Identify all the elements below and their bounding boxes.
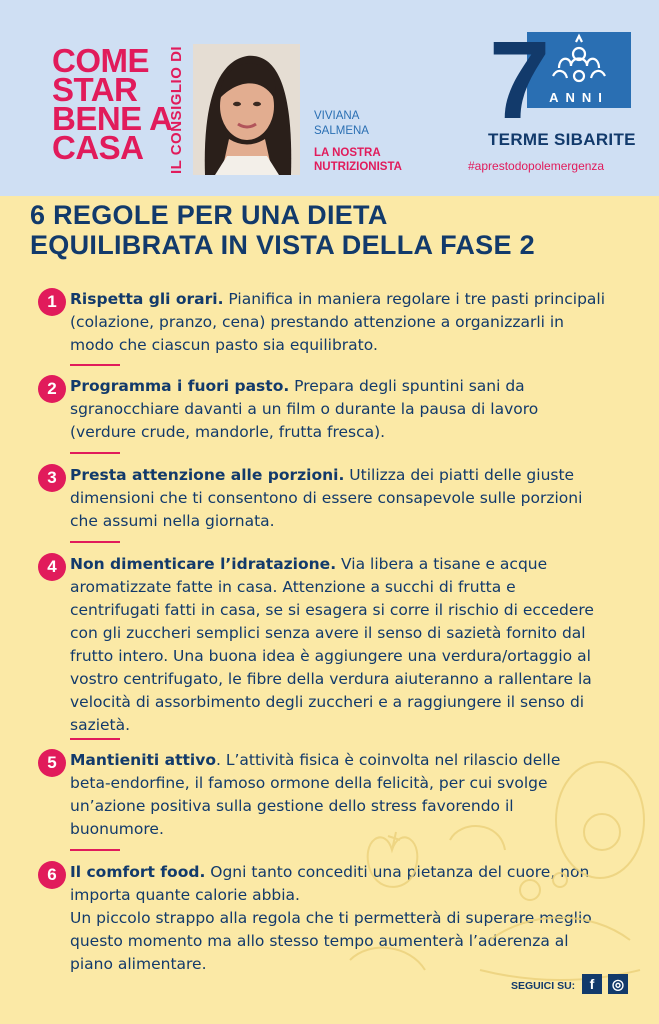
instagram-icon[interactable]: ◎ bbox=[608, 974, 628, 994]
rule-lead: Programma i fuori pasto. bbox=[70, 377, 290, 395]
rule-line: un’azione positiva sulla gestione dello stress favorendo il bbox=[70, 797, 514, 815]
headline-line: BENE A bbox=[52, 100, 173, 137]
rule-line: Prepara degli spuntini sani da bbox=[289, 377, 525, 395]
rule-line: (verdure crude, mandorle, frutta fresca). bbox=[70, 423, 386, 441]
rule-line: importa quante calorie abbia. bbox=[70, 886, 300, 904]
rule-lead: Rispetta gli orari. bbox=[70, 290, 224, 308]
headline bbox=[52, 42, 173, 166]
follow-label: SEGUICI SU: bbox=[511, 980, 576, 992]
headline-line: CASA bbox=[52, 129, 144, 166]
rule-text bbox=[70, 375, 640, 444]
rule-line: piano alimentare. bbox=[70, 955, 207, 973]
title-line: EQUILIBRATA IN VISTA DELLA FASE 2 bbox=[30, 230, 535, 260]
rule-lead: Il comfort food. bbox=[70, 863, 206, 881]
rule-text bbox=[70, 464, 640, 533]
rule-line: buonumore. bbox=[70, 820, 164, 838]
rule-number: 3 bbox=[38, 464, 66, 492]
rule-text bbox=[70, 553, 640, 737]
rule-number: 2 bbox=[38, 375, 66, 403]
logo-number: 7 bbox=[489, 28, 551, 128]
rule-line: beta-endorfine, il famoso ormone della felicità, per cui svolge bbox=[70, 774, 548, 792]
rule-lead: Non dimenticare l’idratazione. bbox=[70, 555, 337, 573]
role-line: LA NOSTRA bbox=[314, 147, 381, 159]
rule-number: 5 bbox=[38, 749, 66, 777]
rule-divider bbox=[70, 738, 120, 740]
rule-lead: Presta attenzione alle porzioni. bbox=[70, 466, 345, 484]
name-line: SALMENA bbox=[314, 125, 369, 137]
logo-word: ANNI bbox=[549, 90, 609, 105]
rule-line: velocità di assorbimento degli zuccheri e a raggiungere il senso di bbox=[70, 693, 585, 711]
rule-line: modo che ciascun pasto sia equilibrato. bbox=[70, 336, 378, 354]
rule-line: aromatizzate fatte in casa. Attenzione a succhi di frutta e bbox=[70, 578, 516, 596]
rule-line: con gli zuccheri semplici senza avere il senso di sazietà fornito dal bbox=[70, 624, 586, 642]
rule-line: . L’attività fisica è coinvolta nel rilascio delle bbox=[215, 751, 561, 769]
title-line: 6 REGOLE PER UNA DIETA bbox=[30, 200, 388, 230]
hashtag: #aprestodopolemergenza bbox=[468, 159, 605, 173]
rule-line: Pianifica in maniera regolare i tre pasti principali bbox=[223, 290, 606, 308]
role-line: NUTRIZIONISTA bbox=[314, 161, 402, 173]
rule-line: Un piccolo strappo alla regola che ti permetterà di superare meglio bbox=[70, 909, 592, 927]
rule-number: 4 bbox=[38, 553, 66, 581]
name-line: VIVIANA bbox=[314, 110, 360, 122]
portrait-image bbox=[193, 44, 300, 175]
rule-lead: Mantieniti attivo bbox=[70, 751, 216, 769]
side-label bbox=[168, 44, 190, 174]
rule-divider bbox=[70, 541, 120, 543]
brand-name: TERME SIBARITE bbox=[488, 130, 636, 149]
rule-divider bbox=[70, 849, 120, 851]
nutritionist-name bbox=[314, 109, 369, 139]
rule-line: dimensioni che ti consentono di essere consapevole sulle porzioni bbox=[70, 489, 583, 507]
nutritionist-role bbox=[314, 146, 402, 174]
rule-line: sazietà. bbox=[70, 716, 131, 734]
headline-line: COME bbox=[52, 42, 149, 79]
rule-line: che assumi nella giornata. bbox=[70, 512, 275, 530]
rule-line: frutto intero. Una buona idea è aggiungere una verdura/ortaggio al bbox=[70, 647, 591, 665]
rule-line: Ogni tanto concediti una pietanza del cuore, non bbox=[205, 863, 590, 881]
rule-number: 1 bbox=[38, 288, 66, 316]
nutritionist-photo bbox=[193, 44, 300, 175]
page-title bbox=[30, 200, 630, 260]
rule-line: (colazione, pranzo, cena) prestando attenzione a organizzarli in bbox=[70, 313, 565, 331]
rule-divider bbox=[70, 452, 120, 454]
facebook-icon[interactable]: f bbox=[582, 974, 602, 994]
rule-number: 6 bbox=[38, 861, 66, 889]
headline-line: STAR bbox=[52, 71, 138, 108]
rule-divider bbox=[70, 364, 120, 366]
rule-line: questo momento ma allo stesso tempo aumenterà l’aderenza al bbox=[70, 932, 569, 950]
rule-line: vostro centrifugato, le fibre della verdura aiuteranno a rallentare la bbox=[70, 670, 592, 688]
side-label-text: IL CONSIGLIO DI bbox=[168, 45, 185, 174]
rule-line: Via libera a tisane e acque bbox=[336, 555, 548, 573]
rule-text bbox=[70, 288, 640, 357]
rule-line: sgranocchiare davanti a un film o durante la pausa di lavoro bbox=[70, 400, 539, 418]
rule-line: centrifugati fatti in casa, se si esagera si corre il rischio di eccedere bbox=[70, 601, 594, 619]
rule-line: Utilizza dei piatti delle giuste bbox=[344, 466, 575, 484]
anniversary-logo bbox=[487, 28, 633, 128]
